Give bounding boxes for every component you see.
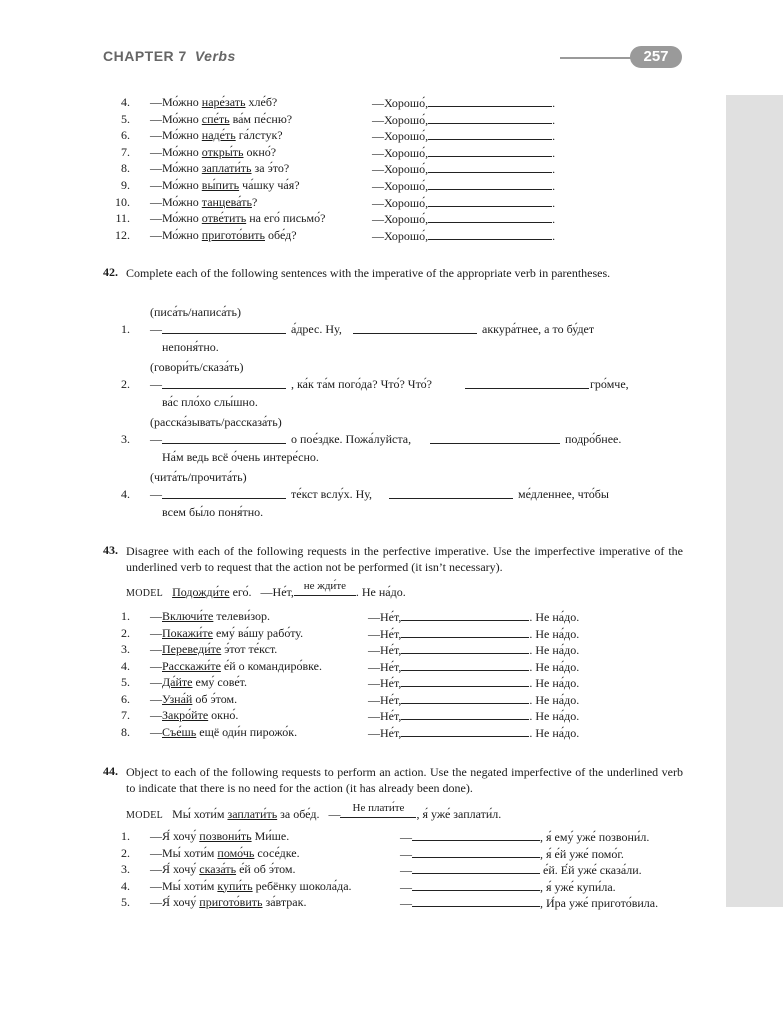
answer <box>372 128 555 143</box>
question <box>150 195 257 209</box>
request-dash: — <box>150 691 162 706</box>
model-answer-blank <box>294 580 356 596</box>
answer-end: , я́ ему́ уже́ позвони́л. <box>540 830 650 844</box>
model-answer: не жди́те <box>303 580 347 592</box>
item-number: 4. <box>121 487 130 501</box>
period: . <box>552 212 556 227</box>
answer <box>400 846 624 861</box>
underlined-verb: танцева́ть <box>201 194 252 209</box>
question <box>150 95 277 109</box>
request-rest: сосе́дке. <box>254 845 300 860</box>
sentence-mid: , ка́к та́м пого́да? Что́? Что́? <box>291 377 432 391</box>
answer <box>400 879 616 894</box>
answer-prefix: —Хорошо́, <box>372 228 429 243</box>
request-dash: — <box>150 675 162 689</box>
period: . <box>552 195 556 210</box>
model-answer-suffix: , я́ уже́ заплати́л. <box>416 807 502 821</box>
request-dash: — <box>150 658 162 673</box>
answer-blank <box>401 675 529 687</box>
question-pre: —Мо́жно <box>150 144 202 159</box>
item-number: 7. <box>121 708 130 722</box>
period: . <box>552 179 556 193</box>
answer-end: , я́ уже́ купи́ла. <box>540 879 616 894</box>
answer <box>368 692 579 707</box>
question-post: ва́м пе́сню? <box>229 111 293 126</box>
dash: — <box>150 432 162 446</box>
answer-dash: — <box>400 879 412 894</box>
answer-dash: — <box>400 830 412 844</box>
answer-blank <box>401 725 529 737</box>
request-rest: за́втрак. <box>262 895 307 909</box>
item-number: 3. <box>121 862 130 876</box>
underlined-verb: Да́йте <box>162 675 193 689</box>
verb-choices: (чита́ть/прочита́ть) <box>150 470 247 484</box>
period: . <box>552 162 556 177</box>
answer-blank-2 <box>389 487 513 499</box>
request-pre: —Я́ хочу́ <box>150 862 200 876</box>
answer-prefix: —Не́т, <box>368 659 402 674</box>
sentence-line <box>100 487 660 501</box>
period: . <box>552 112 556 127</box>
question-pre: —Мо́жно <box>150 227 202 242</box>
model-verb: Подожди́те <box>172 585 230 599</box>
sentence-end: подро́бнее. <box>565 432 622 446</box>
answer-blank-2 <box>430 432 560 444</box>
sentence-continuation: всем бы́ло поня́тно. <box>162 505 264 519</box>
request-rest: ему́ ва́шу рабо́ту. <box>212 625 304 640</box>
underlined-verb: наде́ть <box>201 128 236 143</box>
underlined-verb: Расскажи́те <box>162 658 221 673</box>
underlined-verb: помо́чь <box>217 845 255 860</box>
underlined-verb: наре́зать <box>201 95 246 109</box>
question-post: ча́шку ча́я? <box>239 178 300 192</box>
request <box>150 609 270 623</box>
item-number: 5. <box>121 111 130 126</box>
answer-suffix: . Не на́до. <box>529 709 580 723</box>
sentence-line <box>100 322 660 336</box>
answer-blank <box>428 211 552 223</box>
answer <box>372 211 555 226</box>
sentence-line <box>100 377 660 391</box>
answer-blank-1 <box>162 487 286 499</box>
request <box>150 675 247 689</box>
request-rest: телеви́зор. <box>213 609 271 623</box>
answer-prefix: —Хорошо́, <box>372 112 429 127</box>
question <box>150 128 283 142</box>
answer-blank <box>401 708 529 720</box>
answer-blank-1 <box>162 432 286 444</box>
answer <box>368 708 579 723</box>
dash: — <box>150 487 162 501</box>
ex44-model <box>126 802 502 823</box>
question <box>150 112 292 126</box>
item-number: 1. <box>121 829 130 843</box>
answer <box>372 228 555 243</box>
answer-prefix: —Не́т, <box>368 643 402 657</box>
item-number: 7. <box>121 144 130 159</box>
request <box>150 895 306 909</box>
underlined-verb: заплати́ть <box>201 161 252 176</box>
underlined-verb: откры́ть <box>201 144 244 159</box>
request <box>150 642 277 656</box>
answer-blank-2 <box>465 377 589 389</box>
answer <box>368 659 579 674</box>
dash: — <box>150 322 162 336</box>
item-number: 1. <box>121 609 130 623</box>
answer-blank <box>412 829 540 841</box>
answer-prefix: —Не́т, <box>368 626 402 641</box>
model-pre: Мы́ хоти́м <box>172 807 228 821</box>
underlined-verb: Покажи́те <box>162 625 213 640</box>
ex42-instruction: Complete each of the following sentences with the imperative of the appropriate verb in parentheses. <box>126 266 611 280</box>
question-pre: —Мо́жно <box>150 211 202 226</box>
underlined-verb: пригото́вить <box>199 895 263 909</box>
answer-blank <box>401 626 529 638</box>
answer-blank <box>428 145 552 157</box>
question-post: ? <box>251 194 258 209</box>
verb-choices: (говори́ть/сказа́ть) <box>150 360 244 374</box>
sentence-continuation: непоня́тно. <box>162 340 219 354</box>
answer-prefix: —Не́т, <box>368 692 402 707</box>
sentence-mid: а́дрес. Ну, <box>291 322 342 336</box>
answer <box>368 642 579 657</box>
answer-blank <box>412 895 540 907</box>
model-label: MODEL <box>126 588 164 599</box>
request <box>150 879 352 893</box>
ex43-number: 43. <box>103 543 118 557</box>
answer-prefix: —Не́т, <box>368 725 402 740</box>
item-number: 5. <box>121 895 130 909</box>
answer-end: , я́ е́й уже́ помо́г. <box>540 846 624 861</box>
answer <box>368 675 579 690</box>
answer-blank <box>428 195 552 207</box>
answer-prefix: —Хорошо́, <box>372 179 429 193</box>
request-rest: об э́том. <box>192 691 238 706</box>
answer-dash: — <box>400 863 412 877</box>
question-post: обе́д? <box>265 227 297 242</box>
request-rest: окно́. <box>208 708 239 722</box>
item-number: 2. <box>121 377 130 391</box>
item-number: 9. <box>121 178 130 192</box>
dash: — <box>150 377 162 391</box>
answer-blank <box>412 846 540 858</box>
request <box>150 692 237 706</box>
question <box>150 145 276 159</box>
request-rest: э́тот те́кст. <box>221 642 278 656</box>
item-number: 6. <box>121 691 130 706</box>
underlined-verb: Включи́те <box>162 609 214 623</box>
answer-end: е́й. Е́й уже́ сказа́ли. <box>540 863 642 877</box>
model-answer-suffix: . Не на́до. <box>355 585 406 599</box>
request-rest: ещё оди́н пирожо́к. <box>196 724 298 739</box>
answer-blank-1 <box>162 322 286 334</box>
model-answer-prefix: — <box>328 807 341 821</box>
answer <box>400 895 658 910</box>
period: . <box>552 145 556 160</box>
question <box>150 161 289 175</box>
underlined-verb: Узна́й <box>162 691 193 706</box>
question <box>150 228 297 242</box>
answer <box>372 95 555 110</box>
ex44-number: 44. <box>103 764 118 778</box>
underlined-verb: отве́тить <box>201 211 247 226</box>
item-number: 2. <box>121 625 130 640</box>
underlined-verb: сказа́ть <box>199 862 237 876</box>
answer-prefix: —Не́т, <box>368 709 402 723</box>
question <box>150 178 300 192</box>
sentence-end: гро́мче, <box>590 377 629 391</box>
answer-blank <box>428 128 552 140</box>
item-number: 3. <box>121 432 130 446</box>
answer <box>372 112 555 127</box>
answer-end: , И́ра уже́ пригото́вила. <box>540 896 659 910</box>
answer-prefix: —Хорошо́, <box>372 145 429 160</box>
request <box>150 846 300 860</box>
item-number: 10. <box>115 194 130 209</box>
answer-blank <box>401 609 529 621</box>
model-rest: его́. <box>229 585 252 599</box>
question-pre: —Мо́жно <box>150 111 202 126</box>
item-number: 6. <box>121 128 130 143</box>
answer-prefix: —Не́т, <box>368 676 402 690</box>
question-pre: —Мо́жно <box>150 95 202 109</box>
answer-prefix: —Хорошо́, <box>372 212 429 227</box>
answer <box>400 862 642 877</box>
ex43-model <box>126 580 406 601</box>
request <box>150 725 297 739</box>
question-pre: —Мо́жно <box>150 161 202 176</box>
answer <box>400 829 649 844</box>
request-dash: — <box>150 724 162 739</box>
request-dash: — <box>150 609 162 623</box>
question-post: за э́то? <box>251 161 290 176</box>
sentence-continuation: На́м ведь всё о́чень интере́сно. <box>162 450 319 464</box>
request-rest: Ми́ше. <box>251 829 290 843</box>
answer-prefix: —Не́т, <box>368 610 402 624</box>
answer-blank <box>412 879 540 891</box>
answer-blank <box>401 692 529 704</box>
model-label: MODEL <box>126 810 164 821</box>
answer-blank <box>428 112 552 124</box>
question-post: окно́? <box>243 144 277 159</box>
question-pre: —Мо́жно <box>150 178 202 192</box>
underlined-verb: купи́ть <box>217 878 253 893</box>
underlined-verb: Съе́шь <box>162 724 197 739</box>
request-dash: — <box>150 708 162 722</box>
request-dash: — <box>150 642 162 656</box>
sentence-continuation: ва́с пло́хо слы́шно. <box>162 395 258 409</box>
answer <box>368 725 579 740</box>
underlined-verb: Переведи́те <box>162 642 222 656</box>
answer-blank-1 <box>162 377 286 389</box>
answer <box>372 178 555 193</box>
answer <box>372 145 555 160</box>
ex43-instruction: Disagree with each of the following requests in the perfective imperative. Use the imperfective imperative of the underlined verb to request that the action not be performed (it isn’t necessary). <box>126 544 683 574</box>
answer-suffix: . Не на́до. <box>529 725 580 740</box>
chapter-title: Verbs <box>194 48 236 64</box>
request <box>150 862 296 876</box>
answer-blank <box>428 161 552 173</box>
answer <box>372 195 555 210</box>
underlined-verb: спе́ть <box>201 111 230 126</box>
underlined-verb: позвони́ть <box>199 829 252 843</box>
ex42-number: 42. <box>103 265 118 279</box>
answer-suffix: . Не на́до. <box>529 626 580 641</box>
underlined-verb: Закро́йте <box>162 708 209 722</box>
item-number: 4. <box>121 658 130 673</box>
answer-prefix: —Хорошо́, <box>372 96 429 110</box>
sentence-end: ме́дленнее, что́бы <box>518 487 609 501</box>
item-number: 3. <box>121 642 130 656</box>
request-pre: —Мы́ хоти́м <box>150 878 218 893</box>
item-number: 12. <box>115 227 130 242</box>
header-rule <box>560 57 640 59</box>
question-post: хле́б? <box>245 95 278 109</box>
question <box>150 211 325 225</box>
answer-prefix: —Хорошо́, <box>372 129 429 144</box>
verb-choices: (расска́зывать/рассказа́ть) <box>150 415 282 429</box>
request-pre: —Мы́ хоти́м <box>150 845 218 860</box>
sentence-mid: те́кст вслу́х. Ну, <box>291 487 373 501</box>
item-number: 4. <box>121 878 130 893</box>
item-number: 11. <box>115 211 130 226</box>
model-verb: заплати́ть <box>227 807 278 821</box>
request-pre: —Я́ хочу́ <box>150 895 200 909</box>
answer <box>368 626 579 641</box>
verb-choices: (писа́ть/написа́ть) <box>150 305 242 319</box>
ex44-instruction: Object to each of the following requests to perform an action. Use the negated imperfective of the underlined verb to indicate that there is no need for the action (it has already been done). <box>126 765 683 795</box>
question-post: га́лстук? <box>235 128 283 143</box>
item-number: 4. <box>121 95 130 109</box>
item-number: 1. <box>121 322 130 336</box>
answer-blank <box>428 95 552 107</box>
model-answer-blank <box>340 802 416 818</box>
sentence-mid: о пое́здке. Пожа́луйста, <box>291 432 412 446</box>
request <box>150 659 322 673</box>
answer-blank <box>428 178 552 190</box>
item-number: 8. <box>121 724 130 739</box>
request-rest: е́й об э́том. <box>236 862 296 876</box>
answer-blank-2 <box>353 322 477 334</box>
model-answer-prefix: —Не́т, <box>260 585 294 599</box>
question-post: на его́ письмо́? <box>246 211 326 226</box>
period: . <box>552 228 556 243</box>
question-pre: —Мо́жно <box>150 128 202 143</box>
page-number: 257 <box>630 46 682 68</box>
answer-blank <box>401 642 529 654</box>
request <box>150 829 289 843</box>
answer-prefix: —Хорошо́, <box>372 195 429 210</box>
request-dash: — <box>150 625 162 640</box>
underlined-verb: пригото́вить <box>201 227 265 242</box>
answer-suffix: . Не на́до. <box>529 676 580 690</box>
request <box>150 626 303 640</box>
answer-suffix: . Не на́до. <box>529 610 580 624</box>
answer-blank <box>401 659 529 671</box>
item-number: 8. <box>121 161 130 176</box>
answer-suffix: . Не на́до. <box>529 692 580 707</box>
request-rest: ему́ сове́т. <box>192 675 248 689</box>
model-rest: за обе́д. <box>277 807 320 821</box>
underlined-verb: вы́пить <box>201 178 240 192</box>
question-pre: —Мо́жно <box>150 194 202 209</box>
answer-suffix: . Не на́до. <box>529 659 580 674</box>
answer-blank <box>428 228 552 240</box>
item-number: 5. <box>121 675 130 689</box>
item-number: 2. <box>121 845 130 860</box>
answer-prefix: —Хорошо́, <box>372 162 429 177</box>
answer-suffix: . Не на́до. <box>529 643 580 657</box>
chapter-label: CHAPTER 7 <box>103 48 187 64</box>
answer-blank <box>412 862 540 874</box>
answer-dash: — <box>400 896 412 910</box>
model-answer: Не плати́те <box>352 802 405 814</box>
chapter-header <box>103 48 236 64</box>
request-rest: ребёнку шокола́да. <box>252 878 352 893</box>
period: . <box>552 96 556 110</box>
sentence-end: аккура́тнее, а то бу́дет <box>482 322 595 336</box>
request-rest: е́й о командиро́вке. <box>220 658 322 673</box>
sentence-line <box>100 432 660 446</box>
request <box>150 708 238 722</box>
answer <box>368 609 579 624</box>
page-edge-tab <box>726 95 783 907</box>
answer-dash: — <box>400 846 412 861</box>
answer <box>372 161 555 176</box>
request-pre: —Я́ хочу́ <box>150 829 200 843</box>
period: . <box>552 129 556 144</box>
